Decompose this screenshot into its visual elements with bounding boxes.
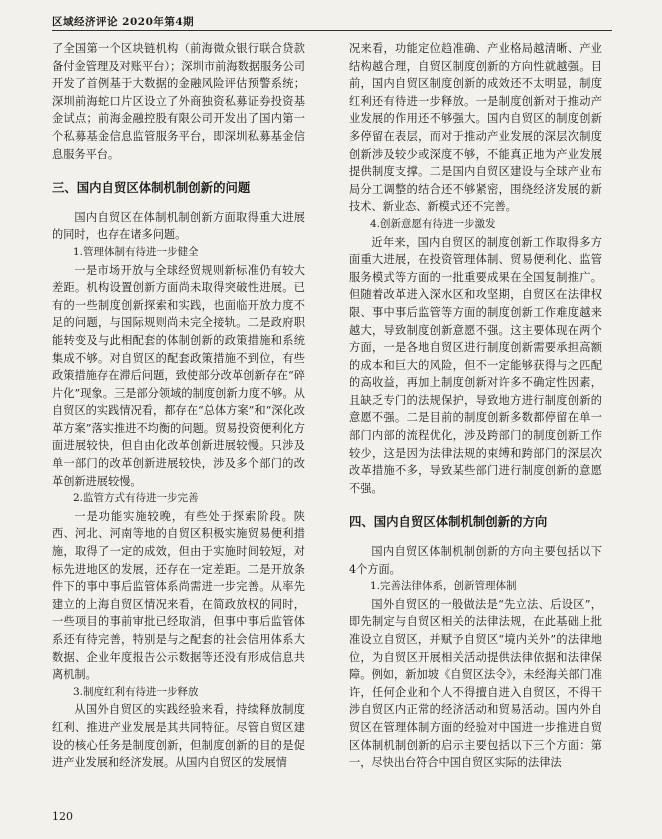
journal-header: 区域经济评论 2020年第4期 [52,16,195,28]
section-heading: 四、国内自贸区体制机制创新的方向 [349,514,548,530]
paragraph: 了全国第一个区块链机构（前海微众银行联合贷款备付金管理及对账平台）；深圳市前海数据服务公司开发了首例基于大数据的金融风险评估预警系统；深圳前海蛇口片区设立了外商独资私募证券投资基金试点；前海金融控股有限公司开发出了国内第一个私募基金信息监管服务平台，即深圳私募基金信息服务平台。 [52,42,305,161]
subsection-heading: 3.制度红利有待进一步释放 [73,685,199,698]
paragraph: 国内自贸区在体制机制创新方面取得重大进展的同时，也存在诸多问题。 [52,210,305,242]
subsection-heading: 4.创新意愿有待进一步激发 [370,217,496,230]
paragraph: 近年来，国内自贸区的制度创新工作取得多方面重大进展，在投资管理体制、贸易便利化、监管服务模式等方面的一批重要成果在全国复制推广。但随着改革进入深水区和攻坚期，自贸区在法律权限、事中事后监管等方面的制度创新工作难度越来越大，导致制度创新意愿不强。这主要体现在两个方面，一是各地自贸区进行制度创新需要承担高额的成本和巨大的风险，但不一定能够获得与之匹配的高收益，再加上制度创新对许多不确定性因素，且缺乏专门的法规保护，导致地方进行制度创新的意愿不强。二是目前的制度创新多数都停留在单一部门内部的流程优化，涉及跨部门的制度创新工作较少，这是因为法律法规的束缚和跨部门的深层次改革措施不多，导致某些部门进行制度创新的意愿不强。 [349,235,602,495]
paragraph: 国内自贸区体制机制创新的方向主要包括以下4个方面。 [349,545,602,576]
subsection-heading: 2.监管方式有待进一步完善 [73,492,199,505]
subsection-heading: 1.管理体制有待进一步健全 [73,245,199,258]
paragraph: 一是功能实施较晚，有些处于探索阶段。陕西、河北、河南等地的自贸区积极实施贸易便利措施，取得了一定的成效，但由于实施时间较短，对标先进地区的发展，还存在一定差距。二是开放条件下的事中事后监管体系尚需进一步完善。从率先建立的上海自贸区情况来看，在简政放权的同时，一些项目的事前审批已经取消，但事中事后监管体系还有待完善，特别是与之配套的社会信用体系大数据、企业年度报告公示数据等还没有形成信息共离机制。 [52,509,305,682]
paragraph: 国外自贸区的一般做法是“先立法、后设区”，即先制定与自贸区相关的法律法规，在此基础上批准设立自贸区，并赋予自贸区“境内关外”的法律地位，为自贸区开展相关活动提供法律依据和法律保障。例如，新加坡《自贸区法令》，未经海关部门准许，任何企业和个人不得擅自进入自贸区，不得干涉自贸区内正常的经济活动和贸易活动。国内外自贸区在管理体制方面的经验对中国进一步推进自贸区体制机制创新的启示主要包括以下三个方面：第一，尽快出台符合中国自贸区实际的法律法 [349,597,602,770]
right-column [349,40,602,772]
section-heading: 三、国内自贸区体制机制创新的问题 [52,180,251,196]
header-rule [52,30,612,31]
left-column [52,40,305,772]
paragraph: 一是市场开放与全球经贸规则新标准仍有较大差距。机构设置创新方面尚未取得突破性进展。已有的一些制度创新探索和实践，也面临开放力度不足的问题，与国际规则尚未完全接轨。二是政府职能转变及与此相配套的体制创新的政策措施和系统集成不够。对自贸区的配套政策措施不到位，有些政策措施存在滞后问题，致使部分改革创新存在“碎片化”现象。三是部分领域的制度创新力度不够。从自贸区的实践情况看，都存在“总体方案”和“深化改革方案”落实推进不均衡的问题。贸易投资便利化方面进展较快，但自由化改革创新进展较慢。只涉及单一部门的改革创新进展较快，涉及多个部门的改革创新进展较慢。 [52,263,305,488]
page-number: 120 [52,810,73,823]
paragraph: 况来看，功能定位趋准确、产业格局越清晰、产业结构越合理，自贸区制度创新的方向性就越强。目前，国内自贸区制度创新的成效还不太明显，制度红利还有待进一步释放。一是制度创新对于推动产业发展的作用还不够强大。国内自贸区的制度创新多停留在表层，而对于推动产业发展的深层次制度创新涉及较少或深度不够，不能真正地为产业发展提供制度支撑。二是国内自贸区建设与全球产业布局分工调整的结合还不够紧密，围绕经济发展的新技术、新业态、新模式还不完善。 [349,42,602,214]
subsection-heading: 1.完善法律体系，创新管理体制 [370,580,517,593]
paragraph: 从国外自贸区的实践经验来看，持续释放制度红利、推进产业发展是其共同特征。尽管自贸区建设的核心任务是制度创新，但制度创新的目的是促进产业发展和经济发展。从国内自贸区的发展情 [52,703,305,770]
